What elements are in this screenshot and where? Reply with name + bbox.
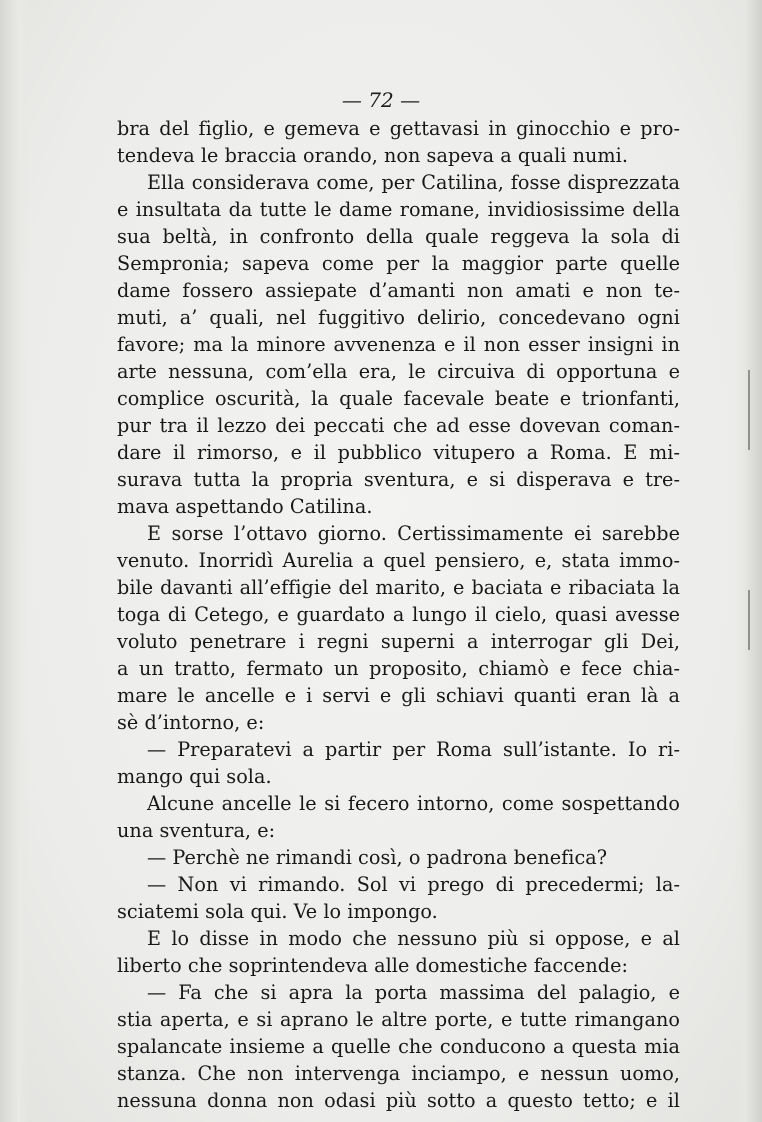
text-line: mare le ancelle e i servi e gli schiavi quanti eran là a (117, 684, 680, 707)
text-line: stia aperta, e si aprano le altre porte, e tutte rimangano (117, 1008, 680, 1031)
text-line: complice oscurità, la quale facevale beate e trionfanti, (117, 387, 680, 410)
text-line: sè d’intorno, e: (117, 711, 265, 734)
text-line: Ella considerava come, per Catilina, fosse disprezzata (147, 171, 680, 194)
text-line: pur tra il lezzo dei peccati che ad esse dovevan coman- (117, 414, 680, 437)
text-line: Sempronia; sapeva come per la maggior parte quelle (117, 252, 680, 275)
text-line: voluto penetrare i regni superni a interrogar gli Dei, (117, 630, 680, 653)
text-line: mava aspettando Catilina. (117, 495, 373, 518)
page-right-shadow (734, 0, 762, 1122)
text-line: spalancate insieme a quelle che conducono a questa mia (117, 1035, 680, 1058)
text-line: liberto che soprintendeva alle domestiche faccende: (117, 954, 628, 977)
text-line: dame fossero assiepate d’amanti non amati e non te- (117, 279, 680, 302)
text-line: surava tutta la propria sventura, e si disperava e tre- (117, 468, 680, 491)
text-line: favore; ma la minore avvenenza e il non esser insigni in (117, 333, 680, 356)
text-line: E lo disse in modo che nessuno più si oppose, e al (147, 927, 680, 950)
margin-mark (748, 590, 750, 650)
text-line: sua beltà, in confronto della quale reggeva la sola di (117, 225, 680, 248)
text-line: Alcune ancelle le si fecero intorno, come sospettando (147, 792, 680, 815)
text-line: una sventura, e: (117, 819, 276, 842)
text-line: — Perchè ne rimandi così, o padrona benefica? (147, 846, 608, 869)
text-line: — Non vi rimando. Sol vi prego di precedermi; la- (147, 873, 680, 896)
text-line: a un tratto, fermato un proposito, chiamò e fece chia- (117, 657, 680, 680)
text-line: sciatemi sola qui. Ve lo impongo. (117, 900, 438, 923)
page-left-shadow (0, 0, 30, 1122)
text-line: mango qui sola. (117, 765, 272, 788)
text-line: venuto. Inorridì Aurelia a quel pensiero, e, stata immo- (117, 549, 680, 572)
text-line: e insultata da tutte le dame romane, invidiosissime della (117, 198, 680, 221)
page-number: — 72 — (341, 88, 421, 112)
text-line: dare il rimorso, e il pubblico vitupero a Roma. E mi- (117, 441, 680, 464)
text-line: E sorse l’ottavo giorno. Certissimamente ei sarebbe (147, 522, 680, 545)
text-line: arte nessuna, com’ella era, le circuiva di opportuna e (117, 360, 680, 383)
margin-mark (748, 370, 750, 450)
text-line: bile davanti all’effigie del marito, e baciata e ribaciata la (117, 576, 680, 599)
body-text (117, 115, 680, 1114)
text-line: stanza. Che non intervenga inciampo, e nessun uomo, (117, 1062, 680, 1085)
text-line: — Preparatevi a partir per Roma sull’istante. Io ri- (147, 738, 680, 761)
text-line: muti, a’ quali, nel fuggitivo delirio, concedevano ogni (117, 306, 680, 329)
text-line: toga di Cetego, e guardato a lungo il cielo, quasi avesse (117, 603, 680, 626)
text-line: — Fa che si apra la porta massima del palagio, e (147, 981, 680, 1004)
text-line: bra del figlio, e gemeva e gettavasi in ginocchio e pro- (117, 117, 680, 140)
text-line: nessuna donna non odasi più sotto a questo tetto; e il (117, 1089, 680, 1112)
text-line: tendeva le braccia orando, non sapeva a quali numi. (117, 144, 628, 167)
